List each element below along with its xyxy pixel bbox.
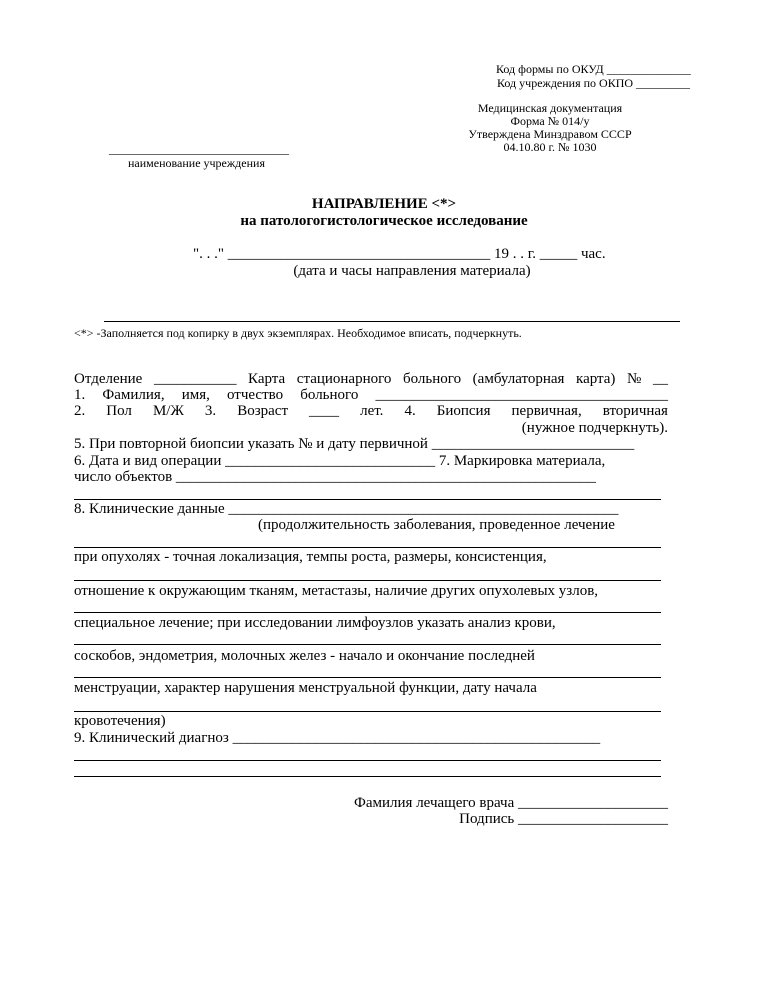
item-number: 3. bbox=[204, 403, 217, 419]
item-number: 2. bbox=[74, 403, 86, 419]
age-blank: ____ bbox=[309, 403, 340, 419]
biopsy-option-secondary: вторичная bbox=[602, 403, 668, 419]
medical-documentation-label: Медицинская документация bbox=[477, 101, 623, 115]
department-card-line bbox=[74, 372, 668, 387]
card-word: карта) bbox=[576, 371, 616, 387]
sex-label: Пол bbox=[106, 403, 132, 419]
blank-line bbox=[74, 760, 661, 761]
blank-line bbox=[74, 547, 661, 548]
approval-date: 04.10.80 г. № 1030 bbox=[503, 140, 597, 154]
date-time-line: ". . ." ___________________________________ 19 . . г. _____ час. bbox=[193, 246, 606, 262]
item-number: 4. bbox=[404, 403, 416, 419]
patient-name-blank: _______________________________________ bbox=[375, 387, 668, 403]
clinical-hint-line: специальное лечение; при исследовании лимфоузлов указать анализ крови, bbox=[74, 615, 556, 631]
clinical-data-hint: (продолжительность заболевания, проведенное лечение bbox=[258, 517, 615, 533]
clinical-hint-line: менструации, характер нарушения менструальной функции, дату начала bbox=[74, 680, 537, 696]
operation-line: 6. Дата и вид операции ____________________________ 7. Маркировка материала, bbox=[74, 453, 606, 469]
date-time-caption: (дата и часы направления материала) bbox=[293, 263, 531, 279]
name-word: Фамилия, bbox=[102, 387, 165, 403]
blank-line bbox=[74, 612, 661, 613]
biopsy-label: Биопсия bbox=[436, 403, 491, 419]
name-word: отчество bbox=[227, 387, 284, 403]
okpo-code: Код учреждения по ОКПО _________ bbox=[497, 76, 691, 90]
card-number-sign: № bbox=[627, 371, 642, 387]
institution-line: ______________________________ bbox=[109, 142, 289, 156]
objects-count-line: число объектов ________________________________________________________ bbox=[74, 469, 596, 485]
card-word: стационарного bbox=[296, 371, 392, 387]
department-label: Отделение bbox=[74, 371, 143, 387]
clinical-diagnosis-line: 9. Клинический диагноз _________________________________________________ bbox=[74, 730, 601, 746]
blank-line bbox=[74, 644, 661, 645]
doctor-name-line: Фамилия лечащего врача ____________________ bbox=[354, 795, 668, 811]
signature-line: Подпись ____________________ bbox=[459, 811, 668, 827]
underline-note: (нужное подчеркнуть). bbox=[521, 420, 668, 436]
clinical-hint-line: соскобов, эндометрия, молочных желез - начало и окончание последней bbox=[74, 648, 535, 664]
blank-line bbox=[74, 711, 661, 712]
footnote: <*> -Заполняется под копирку в двух экземплярах. Необходимое вписать, подчеркнуть. bbox=[74, 326, 522, 340]
repeat-biopsy-line: 5. При повторной биопсии указать № и дату первичной ___________________________ bbox=[74, 436, 635, 452]
clinical-hint-line: отношение к окружающим тканям, метастазы, наличие других опухолевых узлов, bbox=[74, 583, 599, 599]
name-word: имя, bbox=[181, 387, 210, 403]
approved-by: Утверждена Минздравом СССР bbox=[468, 127, 632, 141]
blank-line bbox=[74, 677, 661, 678]
form-number: Форма № 014/у bbox=[510, 114, 590, 128]
document-title: НАПРАВЛЕНИЕ <*> bbox=[311, 196, 457, 212]
age-unit: лет. bbox=[360, 403, 384, 419]
patient-name-line bbox=[74, 388, 668, 403]
card-word: Карта bbox=[248, 371, 286, 387]
card-word: (амбулаторная bbox=[472, 371, 565, 387]
okud-code: Код формы по ОКУД ______________ bbox=[496, 62, 691, 76]
card-number-blank: __ bbox=[652, 371, 668, 387]
card-word: больного bbox=[403, 371, 462, 387]
sex-age-biopsy-line bbox=[74, 404, 668, 419]
name-word: больного bbox=[300, 387, 359, 403]
institution-label: наименование учреждения bbox=[128, 156, 265, 170]
biopsy-option-primary: первичная, bbox=[511, 403, 582, 419]
age-label: Возраст bbox=[237, 403, 289, 419]
blank-line bbox=[74, 580, 661, 581]
blank-line bbox=[74, 776, 661, 777]
blank-line bbox=[74, 499, 661, 500]
separator-line bbox=[104, 321, 680, 322]
sex-options: М/Ж bbox=[152, 403, 184, 419]
department-blank: ___________ bbox=[153, 371, 237, 387]
clinical-hint-line: при опухолях - точная локализация, темпы роста, размеры, консистенция, bbox=[74, 549, 547, 565]
clinical-hint-line: кровотечения) bbox=[74, 713, 166, 729]
item-number: 1. bbox=[74, 387, 86, 403]
document-subtitle: на патологогистологическое исследование bbox=[240, 213, 528, 229]
clinical-data-label: 8. Клинические данные ____________________________________________________ bbox=[74, 501, 619, 517]
